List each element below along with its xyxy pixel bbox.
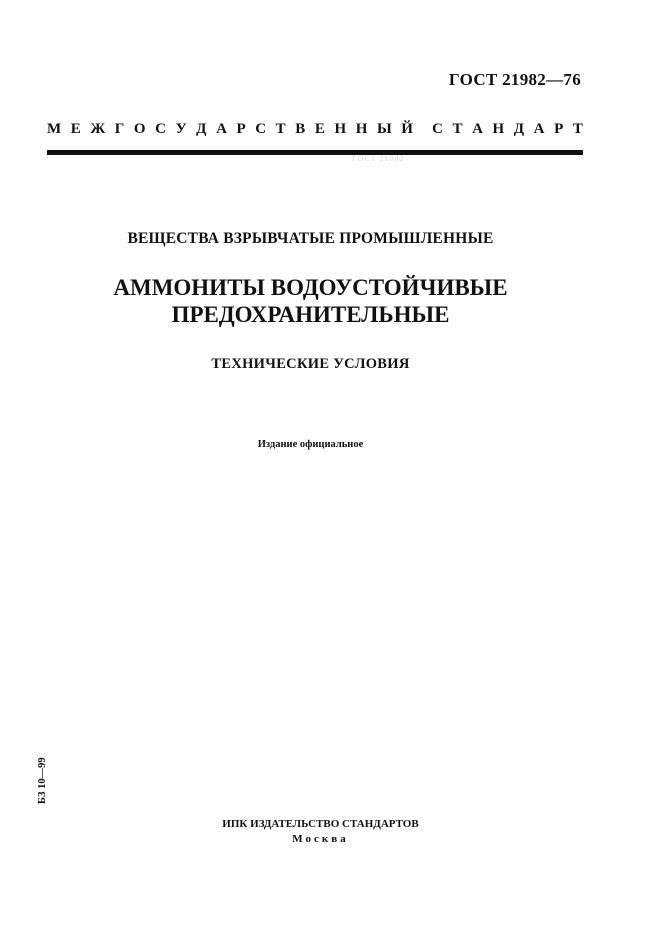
heading-letter: Ы [376,121,392,137]
edition-label: Издание официальное [257,439,364,450]
heading-letter: Т [572,121,583,137]
heading-letter: Н [334,121,347,137]
standard-type-heading [47,121,583,138]
document-title [0,274,641,328]
gost-number: ГОСТ 21982—76 [448,70,581,89]
heading-letter: С [432,121,443,137]
heading-letter: М [47,121,62,137]
heading-letter: А [472,121,483,137]
title-line-1: АММОНИТЫ ВОДОУСТОЙЧИВЫЕ [113,275,508,300]
heading-letter: Т [275,121,286,137]
heading-letter: Т [452,121,463,137]
publisher-city: Москва [292,833,349,845]
heading-letter: В [295,121,306,137]
heading-letter: Г [114,121,125,137]
heading-letter: Е [314,121,325,137]
heading-letter: Р [236,121,246,137]
title-line-2: ПРЕДОХРАНИТЕЛЬНЫЕ [171,302,450,327]
document-category: ВЕЩЕСТВА ВЗРЫВЧАТЫЕ ПРОМЫШЛЕННЫЕ [127,230,494,247]
heading-letter: Н [492,121,505,137]
publisher-name: ИПК ИЗДАТЕЛЬСТВО СТАНДАРТОВ [222,818,419,830]
heading-letter: Е [70,121,81,137]
heading-letter: О [133,121,146,137]
heading-letter: Й [401,121,413,137]
heading-letter: У [175,121,187,137]
heading-letter: А [533,121,545,137]
heading-letter: Р [554,121,564,137]
heading-letter: Д [513,121,525,137]
side-code: БЗ 10—99 [37,757,48,804]
document-subtitle: ТЕХНИЧЕСКИЕ УСЛОВИЯ [211,356,410,372]
heading-letter: С [255,121,267,137]
heading-letter: А [216,121,227,137]
heading-letter: Н [355,121,368,137]
heading-letter: С [155,121,166,137]
header-rule [47,150,583,155]
faint-mark: ГОСТ 21982 [352,154,405,163]
heading-letter: Д [196,121,207,137]
heading-letter: Ж [90,121,106,137]
